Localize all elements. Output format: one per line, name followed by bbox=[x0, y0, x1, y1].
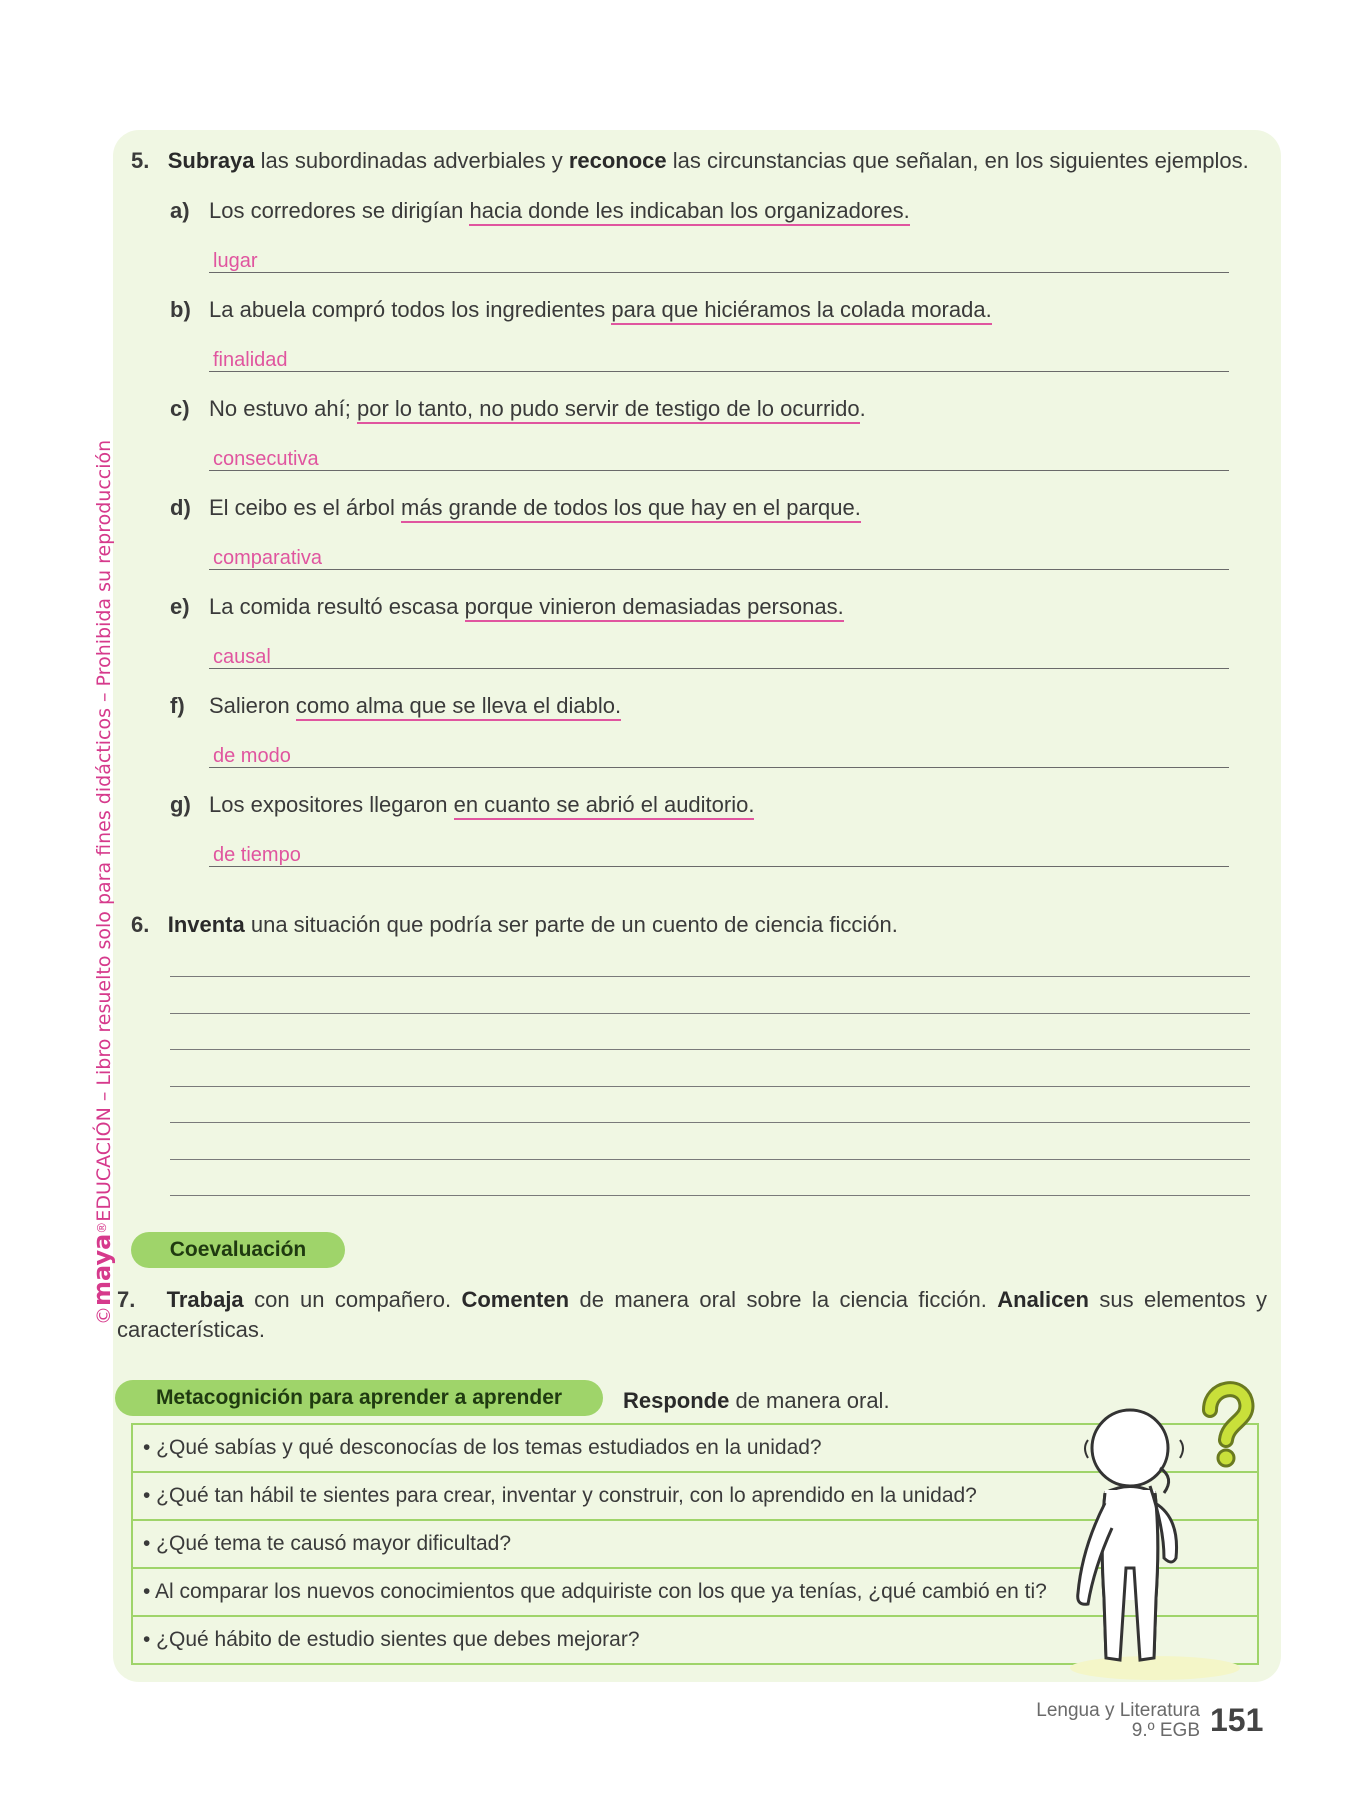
answer-text: consecutiva bbox=[213, 448, 319, 470]
footer-grade: 9.º EGB bbox=[1131, 1720, 1200, 1741]
question-7: 7. Trabaja con un compañero. Comenten de manera oral sobre la ciencia ficción. Analicen sus elementos y características. bbox=[117, 1287, 1267, 1342]
writing-line[interactable] bbox=[170, 1049, 1250, 1050]
item-sentence: Los expositores llegaron en cuanto se abrió el auditorio. bbox=[209, 790, 754, 820]
item-letter: e) bbox=[170, 594, 190, 619]
writing-line[interactable] bbox=[170, 1013, 1250, 1014]
item-sentence: Los corredores se dirigían hacia donde les indicaban los organizadores. bbox=[209, 196, 910, 226]
item-letter: f) bbox=[170, 693, 185, 718]
sidebar-copyright: ©maya®EDUCACIÓN – Libro resuelto solo para fines didácticos – Prohibida su reproducción bbox=[88, 439, 116, 1325]
item-letter: c) bbox=[170, 396, 190, 421]
answer-line[interactable] bbox=[209, 668, 1229, 669]
writing-line[interactable] bbox=[170, 976, 1250, 977]
question-6: 6. Inventa una situación que podría ser parte de un cuento de ciencia ficción. bbox=[131, 912, 898, 937]
meta-question-3: • ¿Qué tema te causó mayor dificultad? bbox=[133, 1521, 1257, 1569]
meta-question-4: • Al comparar los nuevos conocimientos que adquiriste con los que ya tenías, ¿qué cambió en ti? bbox=[133, 1569, 1257, 1617]
underlined-clause: como alma que se lleva el diablo. bbox=[296, 693, 621, 721]
writing-line[interactable] bbox=[170, 1086, 1250, 1087]
writing-line[interactable] bbox=[170, 1159, 1250, 1160]
item-sentence: No estuvo ahí; por lo tanto, no pudo servir de testigo de lo ocurrido. bbox=[209, 394, 866, 424]
answer-line[interactable] bbox=[209, 767, 1229, 768]
answer-line[interactable] bbox=[209, 569, 1229, 570]
writing-line[interactable] bbox=[170, 1122, 1250, 1123]
item-sentence: La abuela compró todos los ingredientes para que hiciéramos la colada morada. bbox=[209, 295, 992, 325]
underlined-clause: más grande de todos los que hay en el parque. bbox=[401, 495, 861, 523]
answer-line[interactable] bbox=[209, 866, 1229, 867]
meta-question-2: • ¿Qué tan hábil te sientes para crear, inventar y construir, con lo aprendido en la unidad? bbox=[133, 1473, 1257, 1521]
page-number: 151 bbox=[1210, 1702, 1264, 1738]
answer-text: lugar bbox=[213, 250, 258, 272]
meta-question-1: • ¿Qué sabías y qué desconocías de los temas estudiados en la unidad? bbox=[133, 1425, 1257, 1473]
underlined-clause: por lo tanto, no pudo servir de testigo de lo ocurrido bbox=[357, 396, 860, 424]
item-letter: a) bbox=[170, 198, 190, 223]
meta-question-5: • ¿Qué hábito de estudio sientes que debes mejorar? bbox=[143, 1628, 640, 1651]
underlined-clause: porque vinieron demasiadas personas. bbox=[465, 594, 844, 622]
footer-subject: Lengua y Literatura bbox=[1036, 1700, 1200, 1721]
item-letter: d) bbox=[170, 495, 191, 520]
answer-line[interactable] bbox=[209, 470, 1229, 471]
item-letter: g) bbox=[170, 792, 191, 817]
answer-text: de tiempo bbox=[213, 844, 301, 866]
thinking-figure-icon bbox=[1060, 1368, 1260, 1683]
answer-text: causal bbox=[213, 646, 271, 668]
coevaluacion-pill: Coevaluación bbox=[131, 1232, 345, 1268]
answer-text: comparativa bbox=[213, 547, 322, 569]
item-sentence: Salieron como alma que se lleva el diablo. bbox=[209, 691, 621, 721]
underlined-clause: hacia donde les indicaban los organizadores. bbox=[469, 198, 909, 226]
brand-logo: maya bbox=[88, 1233, 116, 1306]
answer-text: de modo bbox=[213, 745, 291, 767]
writing-line[interactable] bbox=[170, 1195, 1250, 1196]
answer-line[interactable] bbox=[209, 272, 1229, 273]
underlined-clause: en cuanto se abrió el auditorio. bbox=[454, 792, 755, 820]
question-5: 5. Subraya las subordinadas adverbiales y reconoce las circunstancias que señalan, en los siguientes ejemplos. bbox=[131, 148, 1249, 173]
answer-text: finalidad bbox=[213, 349, 288, 371]
answer-line[interactable] bbox=[209, 371, 1229, 372]
metacognicion-pill: Metacognición para aprender a aprender bbox=[115, 1380, 603, 1416]
item-sentence: El ceibo es el árbol más grande de todos los que hay en el parque. bbox=[209, 493, 861, 523]
item-letter: b) bbox=[170, 297, 191, 322]
item-sentence: La comida resultó escasa porque vinieron demasiadas personas. bbox=[209, 592, 844, 622]
underlined-clause: para que hiciéramos la colada morada. bbox=[611, 297, 991, 325]
metacognicion-instruction: Responde de manera oral. bbox=[623, 1388, 890, 1413]
